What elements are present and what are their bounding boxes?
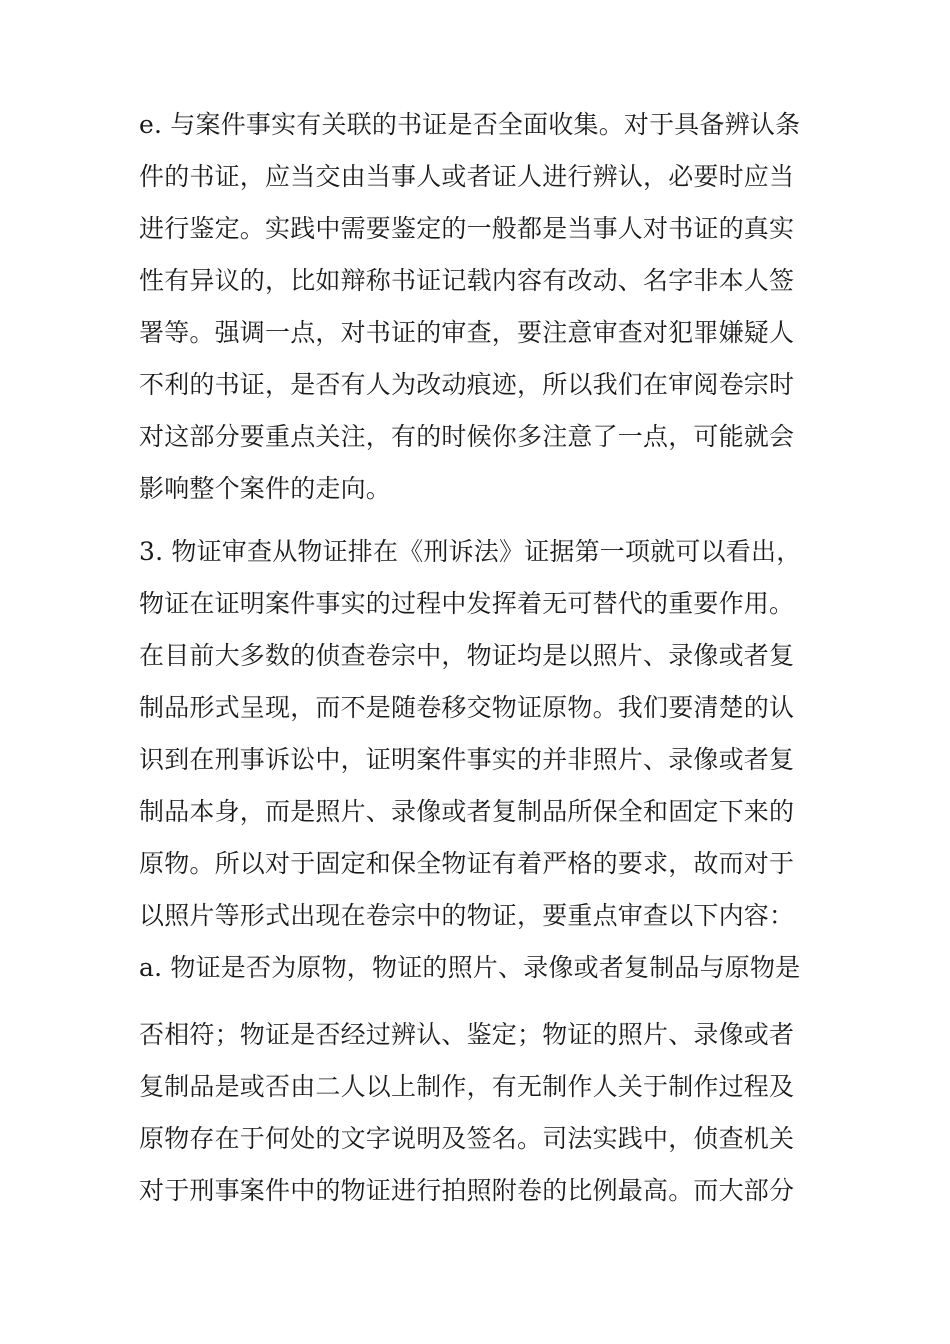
text-line: 对这部分要重点关注，有的时候你多注意了一点，可能就会	[139, 422, 795, 451]
text-line: 件的书证，应当交由当事人或者证人进行辨认，必要时应当	[139, 162, 795, 191]
text-line: e. 与案件事实有关联的书证是否全面收集。对于具备辨认条	[139, 110, 801, 139]
text-line: 制品形式呈现，而不是随卷移交物证原物。我们要清楚的认	[139, 693, 795, 722]
text-line: 影响整个案件的走向。	[139, 474, 392, 503]
text-line: 对于刑事案件中的物证进行拍照附卷的比例最高。而大部分	[139, 1176, 795, 1205]
text-line: 物证在证明案件事实的过程中发挥着无可替代的重要作用。	[139, 589, 795, 618]
text-line: 以照片等形式出现在卷宗中的物证，要重点审查以下内容：	[139, 901, 795, 930]
text-line: 否相符；物证是否经过辨认、鉴定；物证的照片、录像或者	[139, 1020, 795, 1049]
text-line: a. 物证是否为原物，物证的照片、录像或者复制品与原物是	[139, 953, 801, 982]
text-line: 原物。所以对于固定和保全物证有着严格的要求，故而对于	[139, 849, 795, 878]
text-line: 不利的书证，是否有人为改动痕迹，所以我们在审阅卷宗时	[139, 370, 795, 399]
text-line: 进行鉴定。实践中需要鉴定的一般都是当事人对书证的真实	[139, 214, 795, 243]
text-line: 性有异议的，比如辩称书证记载内容有改动、名字非本人签	[139, 266, 795, 295]
text-line: 复制品是或否由二人以上制作，有无制作人关于制作过程及	[139, 1072, 795, 1101]
text-line: 原物存在于何处的文字说明及签名。司法实践中，侦查机关	[139, 1124, 795, 1153]
text-line: 署等。强调一点，对书证的审查，要注意审查对犯罪嫌疑人	[139, 318, 795, 347]
text-line: 识到在刑事诉讼中，证明案件事实的并非照片、录像或者复	[139, 745, 795, 774]
text-line: 制品本身，而是照片、录像或者复制品所保全和固定下来的	[139, 797, 795, 826]
text-line: 在目前大多数的侦查卷宗中，物证均是以照片、录像或者复	[139, 641, 795, 670]
text-line: 3. 物证审查从物证排在《刑诉法》证据第一项就可以看出，	[139, 537, 802, 566]
